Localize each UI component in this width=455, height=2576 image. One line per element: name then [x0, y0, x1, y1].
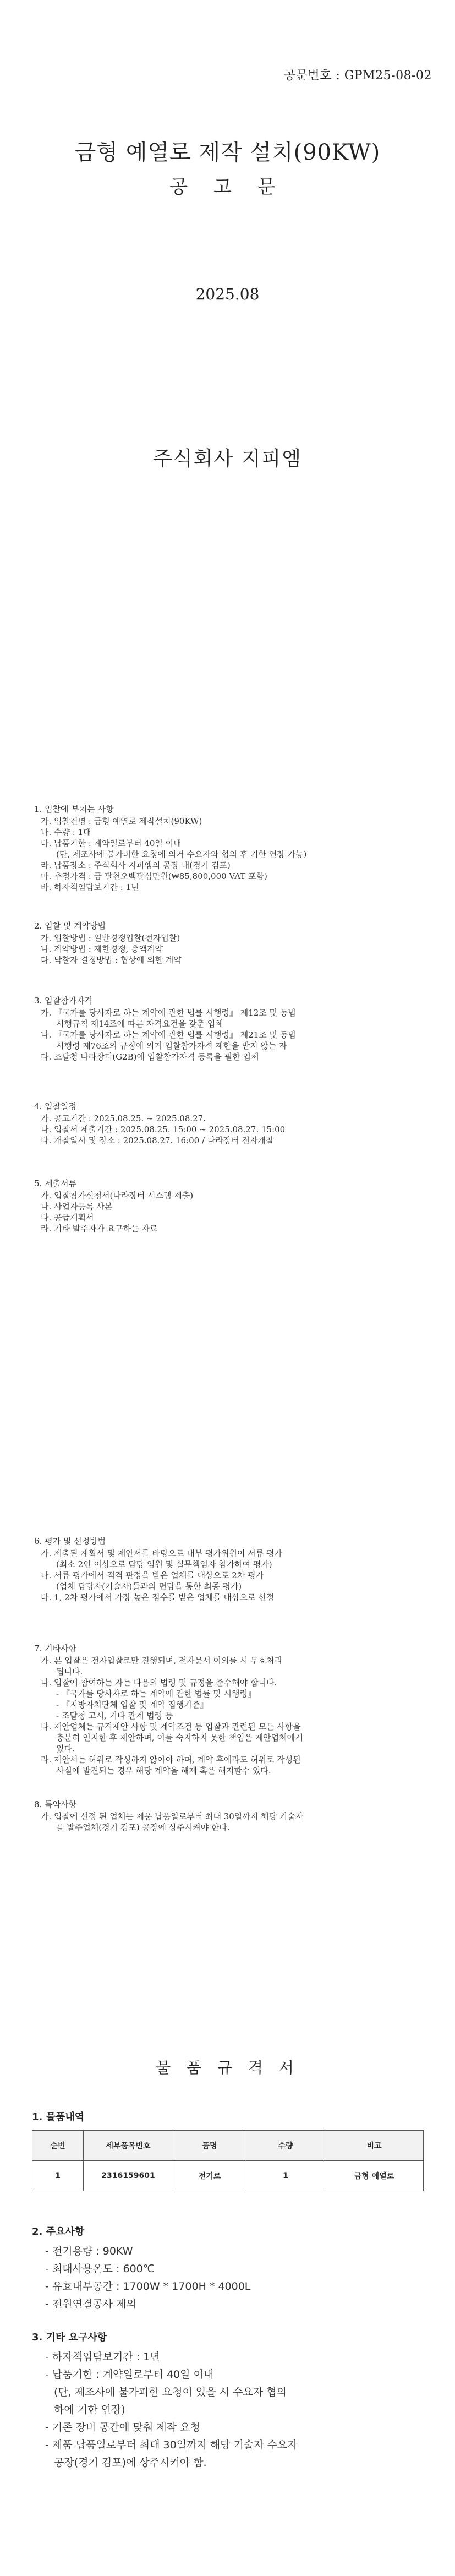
list-item: 됩니다. — [56, 1667, 83, 1677]
section-heading: 6. 평가 및 선정방법 — [34, 1536, 106, 1546]
page-subtitle: 공 고 문 — [169, 176, 286, 198]
list-item: 나. 수량 : 1대 — [41, 827, 91, 837]
col-header-qty: 수량 — [246, 2131, 325, 2161]
document-number: 공문번호 : GPM25-08-02 — [283, 69, 432, 83]
list-item: 나. 계약방법 : 제한경쟁, 총액계약 — [41, 944, 163, 954]
list-item: 라. 납품장소 : 주식회사 지피엠의 공장 내(경기 김포) — [41, 860, 231, 870]
list-item: 공장(경기 김포)에 상주시켜야 함. — [54, 2457, 207, 2469]
list-item: 가. 공고기간 : 2025.08.25. ~ 2025.08.27. — [41, 1114, 206, 1123]
cell-name: 전기로 — [173, 2161, 246, 2191]
list-item: 다. 낙찰자 결정방법 : 협상에 의한 계약 — [41, 955, 182, 965]
section-heading: 8. 특약사항 — [34, 1799, 77, 1809]
list-item: 다. 개찰일시 및 장소 : 2025.08.27. 16:00 / 나라장터 전자개찰 — [41, 1136, 274, 1145]
list-item: - 최대사용온도 : 600℃ — [45, 2263, 155, 2275]
list-item: (업체 담당자(기술자)들과의 면담을 통한 최종 평가) — [56, 1581, 242, 1591]
list-item: 시행규칙 제14조에 따른 자격요건을 갖춘 업체 — [56, 1019, 223, 1029]
section-documents — [34, 1178, 193, 1234]
list-item: 사실에 발견되는 경우 해당 계약을 해제 혹은 해지할수 있다. — [56, 1766, 271, 1776]
list-item: 다. 공급계획서 — [41, 1213, 94, 1222]
list-item: 다. 제안업체는 규격제안 사항 및 계약조건 등 입찰과 관련된 모든 사항을 — [41, 1722, 301, 1732]
list-item: 나. 입찰서 제출기간 : 2025.08.25. 15:00 ~ 2025.08.27. 15:00 — [41, 1125, 286, 1134]
section-heading: 5. 제출서류 — [34, 1178, 77, 1188]
cell-item-code: 2316159601 — [84, 2161, 173, 2191]
section-heading: 2. 입찰 및 계약방법 — [34, 921, 106, 931]
list-item: - 조달청 고시, 기타 관계 법령 등 — [56, 1711, 173, 1721]
list-item: - 『국가를 당사자로 하는 계약에 관한 법률 및 시행령』 — [56, 1689, 256, 1699]
issue-date: 2025.08 — [195, 285, 260, 303]
list-item: 를 발주업체(경기 김포) 공장에 상주시켜야 한다. — [56, 1822, 230, 1832]
spec-main-list — [39, 2242, 250, 2313]
list-item: 가. 『국가를 당사자로 하는 계약에 관한 법률 시행령』 제12조 및 동법 — [41, 1008, 296, 1018]
section-heading: 7. 기타사항 — [34, 1644, 77, 1653]
list-item: 나. 입찰에 참여하는 자는 다음의 법령 및 규정을 준수해야 합니다. — [41, 1678, 277, 1688]
list-item: 가. 본 입찰은 전자입찰로만 진행되며, 전자문서 이외를 시 무효처리 — [41, 1656, 282, 1666]
list-item: (단, 제조사에 불가피한 요청에 의거 수요자와 협의 후 기한 연장 가능) — [56, 849, 307, 859]
spec-items-heading: 1. 물품내역 — [32, 2111, 85, 2123]
list-item: 가. 입찰에 선정 된 업체는 제품 납품일로부터 최대 30일까지 해당 기술자 — [41, 1811, 304, 1821]
section-bid-items — [34, 804, 306, 893]
items-table — [32, 2130, 424, 2191]
list-item: - 유효내부공간 : 1700W * 1700H * 4000L — [45, 2280, 251, 2293]
spec-other-list — [39, 2348, 298, 2471]
list-item: 다. 1, 2차 평가에서 가장 높은 점수를 받은 업체를 대상으로 선정 — [41, 1592, 275, 1602]
list-item: 가. 입찰방법 : 일반경쟁입찰(전자입찰) — [41, 933, 180, 943]
list-item: - 전원연결공사 제외 — [45, 2298, 136, 2310]
col-header-item-code: 세부품목번호 — [84, 2131, 173, 2161]
list-item: 하에 기한 연장) — [54, 2404, 125, 2416]
list-item: 가. 제출된 계획서 및 제안서를 바탕으로 내부 평가위원이 서류 평가 — [41, 1548, 282, 1558]
list-item: 가. 입찰건명 : 금형 예열로 제작설치(90KW) — [41, 816, 202, 826]
cell-remark: 금형 예열로 — [325, 2161, 424, 2191]
page-title: 금형 예열로 제작 설치(90KW) — [74, 140, 381, 165]
list-item: 바. 하자책임담보기간 : 1년 — [41, 882, 139, 892]
list-item: (단, 제조사에 불가피한 요청이 있을 시 수요자 협의 — [54, 2386, 287, 2398]
cell-qty: 1 — [246, 2161, 325, 2191]
list-item: 라. 제안서는 허위로 작성하지 않아야 하며, 계약 후에라도 허위로 작성된 — [41, 1755, 301, 1765]
list-item: 나. 『국가를 당사자로 하는 계약에 관한 법률 시행령』 제21조 및 동법 — [41, 1030, 296, 1040]
list-item: - 『지방자치단체 입찰 및 계약 집행기준』 — [56, 1700, 209, 1710]
section-other — [34, 1643, 303, 1776]
list-item: 다. 납품기한 : 계약일로부터 40일 이내 — [41, 838, 182, 848]
spec-other-heading: 3. 기타 요구사항 — [32, 2332, 107, 2343]
table-header-row — [32, 2131, 424, 2161]
list-item: 라. 기타 발주자가 요구하는 자료 — [41, 1224, 158, 1234]
list-item: - 하자책임담보기간 : 1년 — [45, 2351, 160, 2363]
list-item: - 제품 납품일로부터 최대 30일까지 해당 기술자 수요자 — [45, 2439, 298, 2451]
section-schedule — [34, 1101, 285, 1146]
list-item: (최소 2인 이상으로 담당 임원 및 실무책임자 참가하여 평가) — [56, 1559, 272, 1569]
spec-title: 물 품 규 격 서 — [156, 2059, 299, 2077]
table-row — [32, 2161, 424, 2191]
list-item: 시행령 제76조의 규정에 의거 입찰참가자격 제한을 받지 않는 자 — [56, 1041, 287, 1051]
section-evaluation — [34, 1536, 282, 1603]
list-item: 충분히 인지한 후 제안하며, 이를 숙지하지 못한 책임은 제안업체에게 — [56, 1733, 303, 1743]
section-contract-method — [34, 920, 182, 965]
col-header-remark: 비고 — [325, 2131, 424, 2161]
section-heading: 1. 입찰에 부치는 사항 — [34, 804, 114, 814]
cell-no: 1 — [32, 2161, 84, 2191]
company-name: 주식회사 지피엠 — [153, 447, 302, 470]
col-header-name: 품명 — [173, 2131, 246, 2161]
section-special-terms — [34, 1799, 303, 1833]
spec-main-heading: 2. 주요사항 — [32, 2226, 85, 2237]
section-heading: 3. 입찰참가자격 — [34, 996, 93, 1006]
section-heading: 4. 입찰일정 — [34, 1101, 77, 1111]
list-item: 나. 사업자등록 사본 — [41, 1202, 113, 1211]
list-item: 가. 입찰참가신청서(나라장터 시스템 제출) — [41, 1191, 194, 1200]
col-header-no: 순번 — [32, 2131, 84, 2161]
list-item: - 전기용량 : 90KW — [45, 2245, 133, 2257]
list-item: 다. 조달청 나라장터(G2B)에 입찰참가자격 등록을 필한 업체 — [41, 1052, 259, 1062]
list-item: 나. 서류 평가에서 적격 판정을 받은 업체를 대상으로 2차 평가 — [41, 1570, 264, 1580]
list-item: 마. 추정가격 : 금 팔천오백팔십만원(₩85,800,000 VAT 포함) — [41, 871, 267, 881]
list-item: 있다. — [56, 1744, 75, 1754]
section-eligibility — [34, 995, 296, 1062]
list-item: - 기존 장비 공간에 맞춰 제작 요청 — [45, 2421, 200, 2433]
list-item: - 납품기한 : 계약일로부터 40일 이내 — [45, 2368, 214, 2381]
